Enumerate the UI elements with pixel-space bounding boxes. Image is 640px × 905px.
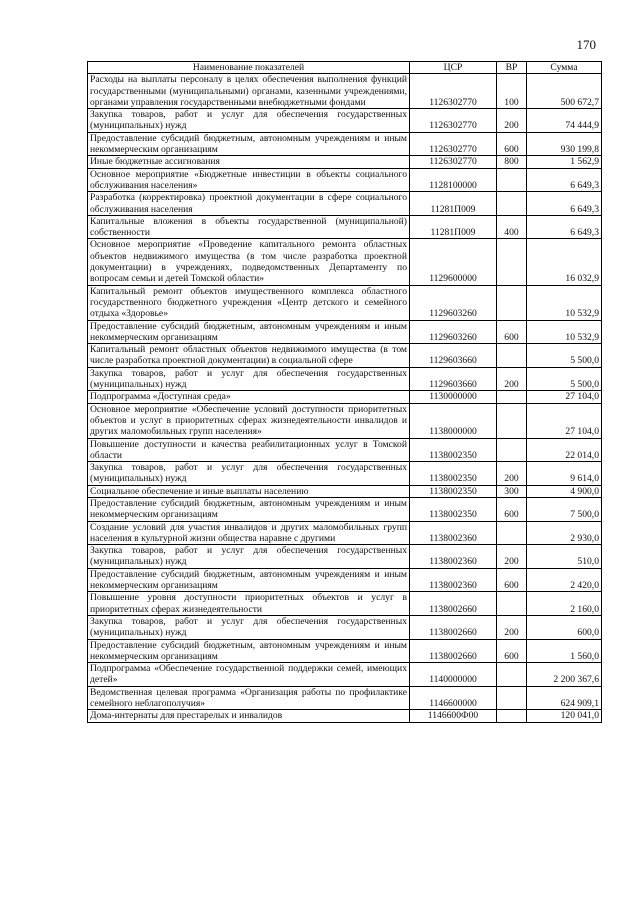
row-vr-cell: 600 — [497, 132, 527, 156]
row-vr-cell: 200 — [497, 462, 527, 486]
row-vr-cell — [497, 344, 527, 368]
table-row — [88, 391, 602, 403]
row-sum-cell: 5 500,0 — [527, 344, 602, 368]
row-name-cell: Ведомственная целевая программа «Организация работы по профилактике семейного неблагополучия» — [88, 686, 410, 710]
table-row — [88, 686, 602, 710]
table-row — [88, 485, 602, 497]
row-sum-cell: 1 560,0 — [527, 639, 602, 663]
row-name-cell: Предоставление субсидий бюджетным, автономным учреждениям и иным некоммерческим организациям — [88, 639, 410, 663]
row-sum-cell: 6 649,3 — [527, 168, 602, 192]
row-vr-cell: 300 — [497, 485, 527, 497]
table-header-row — [88, 62, 602, 74]
header-csr: ЦСР — [410, 62, 497, 74]
row-sum-cell: 9 614,0 — [527, 462, 602, 486]
row-vr-cell — [497, 391, 527, 403]
row-sum-cell: 7 500,0 — [527, 497, 602, 521]
row-name-cell: Предоставление субсидий бюджетным, автономным учреждениям и иным некоммерческим организациям — [88, 132, 410, 156]
row-name-cell: Капитальный ремонт объектов имущественного комплекса областного государственного бюджетного учреждения «Центр детского и семейного отдыха «Здоровье» — [88, 285, 410, 320]
table-row — [88, 639, 602, 663]
row-csr-cell: 1129600000 — [410, 239, 497, 285]
row-sum-cell: 5 500,0 — [527, 367, 602, 391]
header-vr: ВР — [497, 62, 527, 74]
row-name-cell: Предоставление субсидий бюджетным, автономным учреждениям и иным некоммерческим организациям — [88, 568, 410, 592]
row-vr-cell: 200 — [497, 615, 527, 639]
table-row — [88, 320, 602, 344]
row-name-cell: Иные бюджетные ассигнования — [88, 156, 410, 168]
row-sum-cell: 2 420,0 — [527, 568, 602, 592]
row-csr-cell: 1138002360 — [410, 568, 497, 592]
row-csr-cell: 1126302770 — [410, 74, 497, 109]
row-vr-cell: 200 — [497, 367, 527, 391]
row-sum-cell: 16 032,9 — [527, 239, 602, 285]
row-sum-cell: 74 444,9 — [527, 109, 602, 133]
table-row — [88, 192, 602, 216]
row-csr-cell: 1129603260 — [410, 320, 497, 344]
row-csr-cell: 1138002350 — [410, 462, 497, 486]
table-row — [88, 497, 602, 521]
row-name-cell: Закупка товаров, работ и услуг для обеспечения государственных (муниципальных) нужд — [88, 545, 410, 569]
header-sum: Сумма — [527, 62, 602, 74]
header-name: Наименование показателей — [88, 62, 410, 74]
budget-table — [87, 61, 602, 723]
row-name-cell: Повышение доступности и качества реабилитационных услуг в Томской области — [88, 438, 410, 462]
row-name-cell: Основное мероприятие «Бюджетные инвестиции в объекты социального обслуживания населения» — [88, 168, 410, 192]
row-name-cell: Создание условий для участия инвалидов и других маломобильных групп населения в культурной жизни общества наравне с другими — [88, 521, 410, 545]
table-body — [88, 74, 602, 722]
row-csr-cell: 1138002360 — [410, 521, 497, 545]
row-sum-cell: 6 649,3 — [527, 192, 602, 216]
row-name-cell: Закупка товаров, работ и услуг для обеспечения государственных (муниципальных) нужд — [88, 615, 410, 639]
row-vr-cell: 200 — [497, 545, 527, 569]
row-name-cell: Повышение уровня доступности приоритетных объектов и услуг в приоритетных сферах жизнедеятельности — [88, 592, 410, 616]
table-row — [88, 521, 602, 545]
row-vr-cell: 100 — [497, 74, 527, 109]
row-csr-cell: 1138002660 — [410, 639, 497, 663]
table-row — [88, 710, 602, 722]
row-name-cell: Закупка товаров, работ и услуг для обеспечения государственных (муниципальных) нужд — [88, 109, 410, 133]
table-row — [88, 109, 602, 133]
row-csr-cell: 1129603660 — [410, 344, 497, 368]
row-name-cell: Капитальные вложения в объекты государственной (муниципальной) собственности — [88, 215, 410, 239]
row-sum-cell: 6 649,3 — [527, 215, 602, 239]
row-csr-cell: 1138002360 — [410, 545, 497, 569]
row-sum-cell: 10 532,9 — [527, 320, 602, 344]
row-csr-cell: 1146600Ф00 — [410, 710, 497, 722]
row-vr-cell: 400 — [497, 215, 527, 239]
row-vr-cell — [497, 686, 527, 710]
row-vr-cell: 600 — [497, 639, 527, 663]
row-vr-cell — [497, 521, 527, 545]
row-vr-cell: 200 — [497, 109, 527, 133]
table-row — [88, 74, 602, 109]
row-csr-cell: 1138002350 — [410, 497, 497, 521]
table-row — [88, 592, 602, 616]
row-sum-cell: 2 930,0 — [527, 521, 602, 545]
table-row — [88, 545, 602, 569]
row-name-cell: Подпрограмма «Доступная среда» — [88, 391, 410, 403]
row-name-cell: Предоставление субсидий бюджетным, автономным учреждениям и иным некоммерческим организациям — [88, 497, 410, 521]
row-sum-cell: 500 672,7 — [527, 74, 602, 109]
row-csr-cell: 1126302770 — [410, 156, 497, 168]
row-name-cell: Капитальный ремонт областных объектов недвижимого имущества (в том числе разработка проектной документации) в социальной сфере — [88, 344, 410, 368]
row-sum-cell: 1 562,9 — [527, 156, 602, 168]
table-row — [88, 156, 602, 168]
row-name-cell: Социальное обеспечение и иные выплаты населению — [88, 485, 410, 497]
row-vr-cell: 600 — [497, 568, 527, 592]
row-csr-cell: 1138002350 — [410, 485, 497, 497]
row-name-cell: Расходы на выплаты персоналу в целях обеспечения выполнения функций государственными (муниципальными) органами, казенными учреждениями, органами управления государственными внебюджетными фондами — [88, 74, 410, 109]
row-csr-cell: 1130000000 — [410, 391, 497, 403]
row-vr-cell — [497, 403, 527, 438]
row-sum-cell: 510,0 — [527, 545, 602, 569]
table-row — [88, 215, 602, 239]
row-name-cell: Предоставление субсидий бюджетным, автономным учреждениям и иным некоммерческим организациям — [88, 320, 410, 344]
row-name-cell: Разработка (корректировка) проектной документации в сфере социального обслуживания населения — [88, 192, 410, 216]
row-vr-cell: 600 — [497, 320, 527, 344]
row-vr-cell — [497, 192, 527, 216]
row-sum-cell: 624 909,1 — [527, 686, 602, 710]
row-name-cell: Основное мероприятие «Обеспечение условий доступности приоритетных объектов и услуг в приоритетных сферах жизнедеятельности инвалидов и других маломобильных групп населения» — [88, 403, 410, 438]
row-sum-cell: 930 199,8 — [527, 132, 602, 156]
row-vr-cell — [497, 438, 527, 462]
row-csr-cell: 1138002350 — [410, 438, 497, 462]
row-vr-cell: 600 — [497, 497, 527, 521]
table-row — [88, 367, 602, 391]
row-vr-cell — [497, 663, 527, 687]
row-csr-cell: 11281П009 — [410, 192, 497, 216]
table-row — [88, 462, 602, 486]
row-csr-cell: 1146600000 — [410, 686, 497, 710]
row-csr-cell: 1126302770 — [410, 109, 497, 133]
table-row — [88, 403, 602, 438]
row-sum-cell: 22 014,0 — [527, 438, 602, 462]
row-sum-cell: 27 104,0 — [527, 391, 602, 403]
row-csr-cell: 1129603660 — [410, 367, 497, 391]
row-sum-cell: 10 532,9 — [527, 285, 602, 320]
table-row — [88, 615, 602, 639]
row-sum-cell: 27 104,0 — [527, 403, 602, 438]
row-sum-cell: 120 041,0 — [527, 710, 602, 722]
row-vr-cell: 800 — [497, 156, 527, 168]
table-row — [88, 285, 602, 320]
row-csr-cell: 1129603260 — [410, 285, 497, 320]
table-row — [88, 239, 602, 285]
table-row — [88, 663, 602, 687]
row-vr-cell — [497, 168, 527, 192]
row-name-cell: Закупка товаров, работ и услуг для обеспечения государственных (муниципальных) нужд — [88, 462, 410, 486]
table-row — [88, 132, 602, 156]
table-row — [88, 438, 602, 462]
row-sum-cell: 4 900,0 — [527, 485, 602, 497]
page-number: 170 — [576, 37, 596, 52]
table-row — [88, 568, 602, 592]
row-vr-cell — [497, 710, 527, 722]
row-csr-cell: 1126302770 — [410, 132, 497, 156]
row-csr-cell: 1138000000 — [410, 403, 497, 438]
row-vr-cell — [497, 285, 527, 320]
row-vr-cell — [497, 592, 527, 616]
row-sum-cell: 2 200 367,6 — [527, 663, 602, 687]
row-csr-cell: 1128100000 — [410, 168, 497, 192]
row-csr-cell: 1140000000 — [410, 663, 497, 687]
row-name-cell: Закупка товаров, работ и услуг для обеспечения государственных (муниципальных) нужд — [88, 367, 410, 391]
row-name-cell: Подпрограмма «Обеспечение государственной поддержки семей, имеющих детей» — [88, 663, 410, 687]
row-sum-cell: 2 160,0 — [527, 592, 602, 616]
row-csr-cell: 11281П009 — [410, 215, 497, 239]
row-csr-cell: 1138002660 — [410, 615, 497, 639]
row-name-cell: Основное мероприятие «Проведение капитального ремонта областных объектов недвижимого имущества (в том числе разработка проектной документации) в учреждениях, подведомственных Департаменту по вопросам семьи и детей Томской области» — [88, 239, 410, 285]
table-row — [88, 168, 602, 192]
row-sum-cell: 600,0 — [527, 615, 602, 639]
row-vr-cell — [497, 239, 527, 285]
row-name-cell: Дома-интернаты для престарелых и инвалидов — [88, 710, 410, 722]
table-row — [88, 344, 602, 368]
row-csr-cell: 1138002660 — [410, 592, 497, 616]
